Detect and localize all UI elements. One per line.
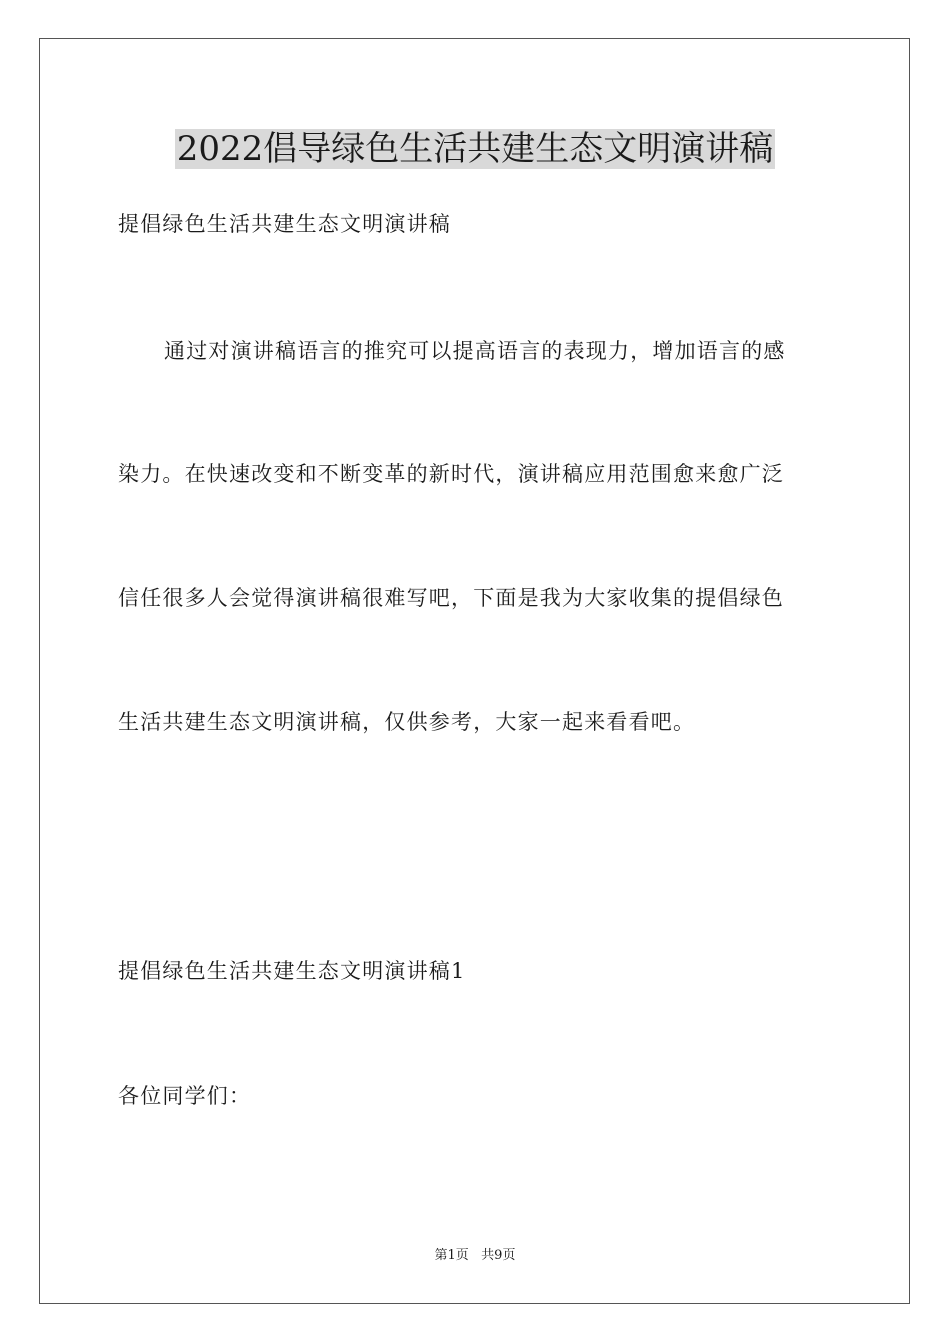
salutation-line: 各位同学们： xyxy=(118,1084,252,1108)
section-heading: 提倡绿色生活共建生态文明演讲稿1 xyxy=(118,959,466,983)
page-footer: 第1页 共9页 xyxy=(434,1248,516,1263)
document-title-text: 2022倡导绿色生活共建生态文明演讲稿 xyxy=(176,129,774,169)
paragraph-line: 信任很多人会觉得演讲稿很难写吧，下面是我为大家收集的提倡绿色 xyxy=(118,586,784,610)
subtitle-line: 提倡绿色生活共建生态文明演讲稿 xyxy=(118,212,451,236)
paragraph-line: 染力。在快速改变和不断变革的新时代，演讲稿应用范围愈来愈广泛 xyxy=(118,462,784,486)
paragraph-line: 通过对演讲稿语言的推究可以提高语言的表现力，增加语言的感 xyxy=(164,339,786,363)
paragraph-line: 生活共建生态文明演讲稿，仅供参考，大家一起来看看吧。 xyxy=(118,710,696,734)
document-title xyxy=(0,126,950,172)
